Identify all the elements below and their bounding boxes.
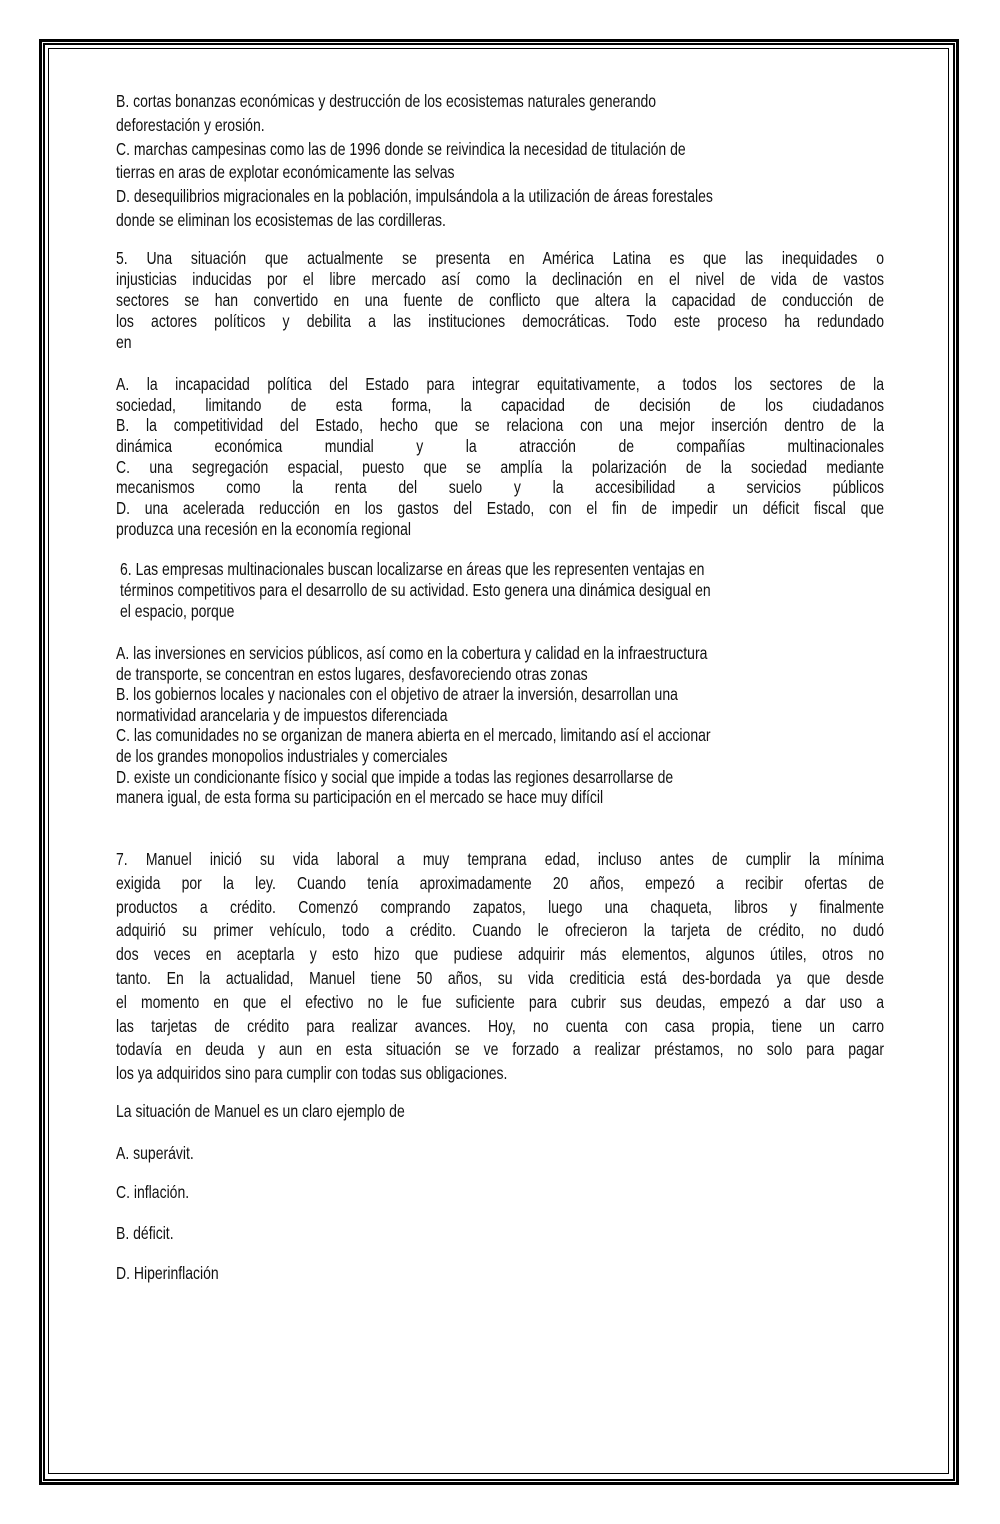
text-line: tanto. En la actualidad, Manuel tiene 50 años, su vida crediticia está des-bordada ya que desde (116, 967, 884, 988)
question-7-prompt-text: La situación de Manuel es un claro ejemplo de (116, 1101, 405, 1121)
text-line: C. marchas campesinas como las de 1996 donde se reivindica la necesidad de titulación de (116, 138, 686, 159)
text-line: en (116, 332, 132, 352)
text-line: los ya adquiridos sino para cumplir con todas sus obligaciones. (116, 1063, 508, 1084)
text-line: de transporte, se concentran en estos lugares, desfavoreciendo otras zonas (116, 663, 588, 684)
text-line: el momento en que el efectivo no le fue suficiente para cubrir sus deudas, empezó a dar uso a (116, 991, 884, 1012)
text-line: exigida por la ley. Cuando tenía aproximadamente 20 años, empezó a recibir ofertas de (116, 872, 884, 893)
option-text: A. superávit. (116, 1143, 194, 1163)
text-line: los actores políticos y debilita a las instituciones democráticas. Todo este proceso ha redundado (116, 311, 884, 331)
text-line: deforestación y erosión. (116, 114, 265, 135)
text-line: D. una acelerada reducción en los gastos del Estado, con el fin de impedir un déficit fiscal que (116, 498, 884, 519)
option-text: B. déficit. (116, 1223, 174, 1243)
text-line: A. las inversiones en servicios públicos, así como en la cobertura y calidad en la infraestructura (116, 643, 708, 663)
question-5-stem (116, 248, 884, 353)
text-line: dos veces en aceptarla y esto hizo que pudiese adquirir más elementos, algunos útiles, otros no (116, 944, 884, 965)
question-6-options (116, 643, 884, 808)
question-7-option-c (116, 1180, 884, 1204)
text-line: B. cortas bonanzas económicas y destrucción de los ecosistemas naturales generando (116, 91, 657, 111)
text-line: dinámica económica mundial y la atracción de compañías multinacionales (116, 436, 884, 457)
option-text: C. inflación. (116, 1182, 190, 1202)
text-line: sociedad, limitando de esta forma, la capacidad de decisión de los ciudadanos (116, 394, 884, 415)
text-line: productos a crédito. Comenzó comprando zapatos, luego una chaqueta, libros y finalmente (116, 896, 884, 917)
text-line: mecanismos como la renta del suelo y la accesibilidad a servicios públicos (116, 477, 884, 498)
text-line: 5. Una situación que actualmente se presenta en América Latina es que las inequidades o (116, 248, 884, 268)
text-line: sectores se han convertido en una fuente de conflicto que altera la capacidad de conducción de (116, 290, 884, 310)
text-line: 7. Manuel inició su vida laboral a muy temprana edad, incluso antes de cumplir la mínima (116, 849, 884, 869)
question-6-stem (120, 559, 888, 622)
question-7-prompt (116, 1099, 884, 1123)
text-line: tierras en aras de explotar económicamente las selvas (116, 162, 455, 183)
question-7-option-a (116, 1141, 884, 1165)
text-line: todavía en deuda y aun en esta situación se ve forzado a realizar préstamos, no solo para pagar (116, 1039, 884, 1060)
text-line: de los grandes monopolios industriales y comerciales (116, 745, 448, 766)
text-line: manera igual, de esta forma su participación en el mercado se hace muy difícil (116, 787, 604, 808)
text-line: produzca una recesión en la economía regional (116, 518, 411, 539)
option-text: D. Hiperinflación (116, 1263, 219, 1283)
text-line: términos competitivos para el desarrollo de su actividad. Esto genera una dinámica desigual en (120, 580, 711, 600)
text-line: C. las comunidades no se organizan de manera abierta en el mercado, limitando así el accionar (116, 725, 711, 746)
text-line: B. la competitividad del Estado, hecho que se relaciona con una mejor inserción dentro de la (116, 415, 884, 436)
text-line: el espacio, porque (120, 601, 235, 621)
text-line: las tarjetas de crédito para realizar avances. Hoy, no cuenta con casa propia, tiene un carro (116, 1015, 884, 1036)
question-4-options (116, 90, 884, 233)
text-line: A. la incapacidad política del Estado para integrar equitativamente, a todos los sectores de la (116, 374, 884, 394)
text-line: D. existe un condicionante físico y social que impide a todas las regiones desarrollarse de (116, 766, 674, 787)
text-line: injusticias inducidas por el libre mercado así como la declinación en el nivel de vida de vastos (116, 269, 884, 289)
question-7-option-d (116, 1261, 884, 1285)
question-7-option-b (116, 1221, 884, 1245)
text-line: donde se eliminan los ecosistemas de las cordilleras. (116, 209, 446, 230)
question-5-options (116, 374, 884, 540)
text-line: normatividad arancelaria y de impuestos diferenciada (116, 704, 448, 725)
text-line: adquirió su primer vehículo, todo a crédito. Cuando le ofrecieron la tarjeta de crédito, no dudó (116, 920, 884, 941)
text-line: B. los gobiernos locales y nacionales con el objetivo de atraer la inversión, desarrollan una (116, 684, 678, 705)
text-line: D. desequilibrios migracionales en la población, impulsándola a la utilización de áreas forestales (116, 186, 713, 207)
question-7-stem (116, 848, 884, 1086)
text-line: 6. Las empresas multinacionales buscan localizarse en áreas que les representen ventajas en (120, 559, 705, 579)
text-line: C. una segregación espacial, puesto que se amplía la polarización de la sociedad mediante (116, 456, 884, 477)
